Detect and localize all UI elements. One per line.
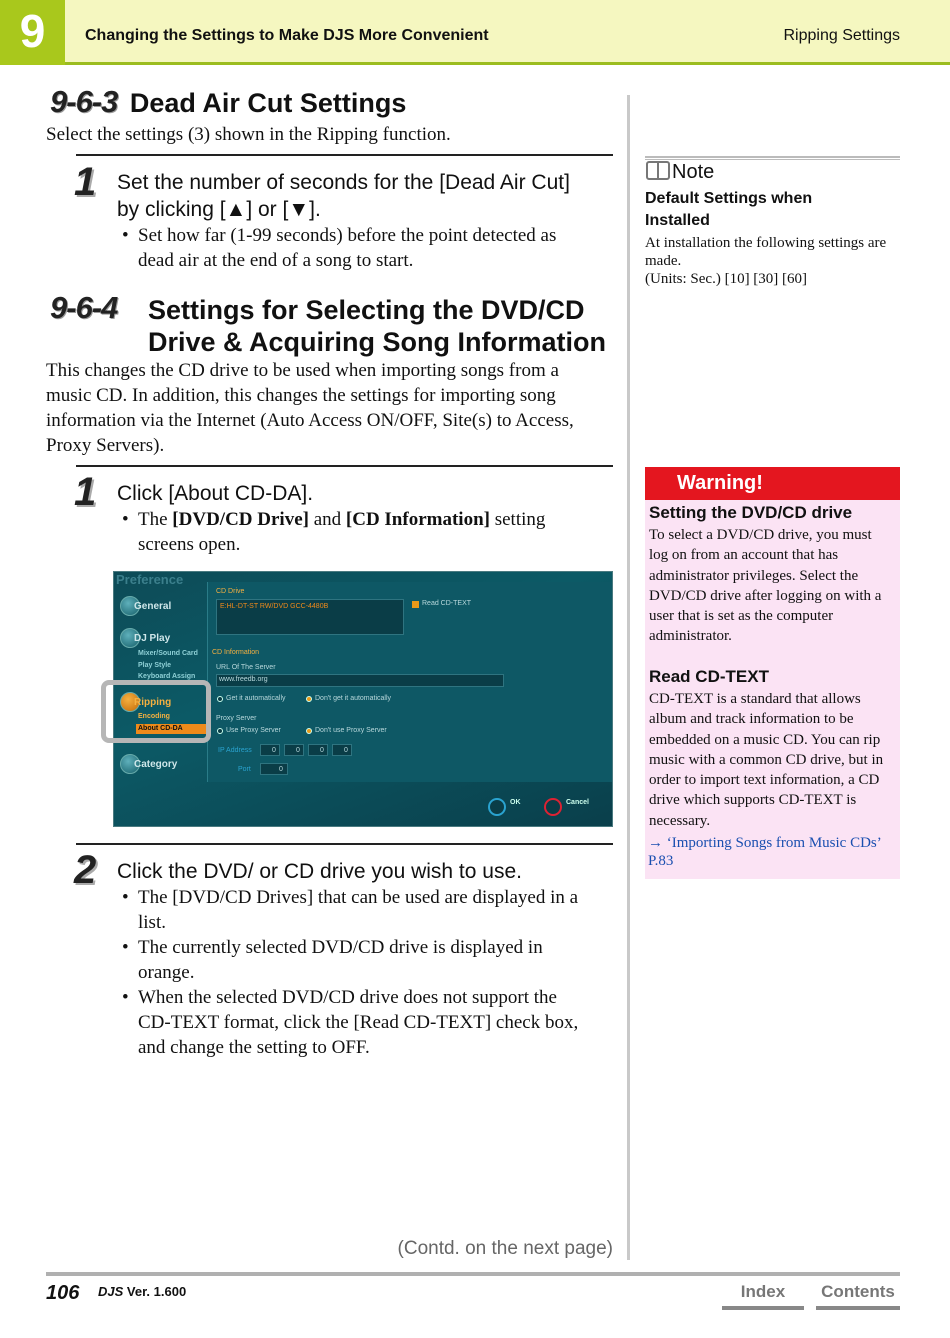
bullet-item (122, 507, 617, 557)
sidebar-sub-encoding[interactable]: Encoding (138, 713, 170, 720)
note-subtitle-line: Default Settings when (645, 190, 813, 207)
sidebar-sub-keyboard[interactable]: Keyboard Assign (138, 673, 196, 680)
section-number: 9-6-3 (50, 84, 118, 119)
section-heading-963 (50, 84, 406, 120)
text-run: and (308, 509, 346, 530)
note-rule (645, 156, 900, 160)
sidebar-item-dj-play[interactable]: DJ Play (134, 633, 171, 644)
ip-field-4[interactable] (332, 744, 352, 756)
section-intro: Select the settings (3) shown in the Ripping function. (46, 124, 451, 145)
port-label: Port (238, 766, 251, 773)
preference-title: Preference (116, 572, 184, 587)
bullet-line: • When the selected DVD/CD drive does not support the (138, 987, 557, 1008)
warning-line: embedded on a music CD. You can rip (649, 731, 881, 748)
step-title: Click the DVD/ or CD drive you wish to use. (117, 860, 522, 883)
intro-line: Proxy Servers). (46, 435, 165, 456)
product-name: DJS (98, 1284, 124, 1299)
link-line[interactable]: P.83 (648, 853, 674, 869)
note-subtitle (645, 188, 900, 232)
bullet-line: dead air at the end of a song to start. (138, 250, 414, 271)
note-heading (646, 161, 714, 184)
warning-line: album and track information to be (649, 711, 854, 728)
sidebar-sub-play-style[interactable]: Play Style (138, 662, 172, 669)
ip-field-2[interactable] (284, 744, 304, 756)
contents-link[interactable]: Contents (821, 1282, 895, 1301)
warning-subtitle: Read CD-TEXT (649, 667, 769, 686)
warning-line: CD-TEXT is a standard that allows (649, 691, 861, 707)
warning-line: drive which supports CD-TEXT is (649, 792, 857, 809)
step-number: 1 (74, 160, 97, 204)
sidebar-sub-mixer[interactable]: Mixer/Sound Card (138, 650, 198, 657)
note-text-line: (Units: Sec.) [10] [30] [60] (645, 271, 808, 287)
url-value: www.freedb.org (219, 676, 268, 683)
sidebar-item-general[interactable]: General (134, 601, 172, 612)
bullet-line: and change the setting to OFF. (138, 1037, 370, 1058)
callout-highlight (101, 680, 211, 743)
intro-line: music CD. In addition, this changes the settings for importing song (46, 385, 556, 406)
bullet-line: • The currently selected DVD/CD drive is displayed in (138, 937, 543, 958)
warning-line: log on from an account that has (649, 547, 839, 564)
ok-check-icon[interactable] (488, 798, 506, 816)
port-value: 0 (279, 766, 283, 773)
version-label (98, 1284, 186, 1299)
note-label: Note (672, 161, 715, 183)
get-auto-label: Get it automatically (226, 695, 286, 702)
page-header (0, 0, 950, 65)
warning-line: necessary. (649, 812, 711, 829)
ui-term: [DVD/CD Drive] (172, 509, 309, 530)
bullet-item (122, 223, 617, 273)
ip-value: 0 (344, 747, 348, 754)
cd-drive-label: CD Drive (216, 588, 245, 595)
cancel-button[interactable]: Cancel (566, 799, 589, 806)
section-heading-964 (50, 290, 620, 357)
ip-value: 0 (296, 747, 300, 754)
ui-term: [CD Information] (345, 509, 490, 530)
bullet-line: CD-TEXT format, click the [Read CD-TEXT] check box, (138, 1012, 579, 1033)
note-subtitle-line: Installed (645, 212, 710, 229)
section-title (148, 294, 606, 358)
bullet-item (122, 985, 617, 1060)
step-title (117, 169, 570, 223)
note-text-line: At installation the following settings are (645, 235, 887, 251)
warning-subtitle: Setting the DVD/CD drive (649, 503, 853, 522)
footer-rule (46, 1272, 900, 1276)
link-line[interactable]: → ‘Importing Songs from Music CDs’ (648, 835, 882, 851)
index-link[interactable]: Index (740, 1282, 786, 1301)
divider (76, 843, 613, 845)
url-input[interactable] (216, 674, 504, 687)
drive-list[interactable] (216, 599, 404, 635)
warning-line: music with a common CD drive, but in (649, 751, 884, 768)
chapter-title: Changing the Settings to Make DJS More Convenient (85, 27, 489, 44)
ok-button[interactable]: OK (510, 799, 521, 806)
divider (76, 154, 613, 156)
cancel-x-icon[interactable] (544, 798, 562, 816)
step-number: 1 (74, 470, 97, 514)
dont-get-auto-radio[interactable] (306, 696, 312, 702)
intro-line: This changes the CD drive to be used when importing songs from a (46, 360, 559, 381)
dont-use-proxy-label: Don't use Proxy Server (315, 727, 387, 734)
read-cd-text-checkbox[interactable] (412, 601, 419, 608)
section-title-line: Drive & Acquiring Song Information (148, 327, 607, 357)
column-divider (627, 95, 630, 1260)
get-auto-radio[interactable] (217, 696, 223, 702)
continued-note: (Contd. on the next page) (397, 1238, 613, 1259)
intro-line: information via the Internet (Auto Access ON/OFF, Site(s) to Access, (46, 410, 574, 431)
sidebar-sub-about-cd-da[interactable]: About CD-DA (136, 724, 206, 734)
step-number: 2 (74, 848, 97, 892)
bullet-line: screens open. (138, 534, 241, 555)
note-text (645, 234, 903, 288)
bullet-line (138, 507, 617, 532)
warning-text (649, 525, 899, 647)
warning-line: administrator privileges. Select the (649, 567, 859, 584)
index-link-bar (722, 1306, 804, 1310)
dont-use-proxy-radio[interactable] (306, 728, 312, 734)
cross-reference-link[interactable] (648, 834, 898, 870)
bullet-line: • The [DVD/CD Drives] that can be used are displayed in a (138, 887, 579, 908)
warning-line: To select a DVD/CD drive, you must (649, 527, 872, 543)
warning-line: order to import text information, a CD (649, 772, 880, 789)
bullet-line: • Set how far (1-99 seconds) before the point detected as (138, 225, 557, 246)
bullet-item (122, 935, 617, 985)
cd-information-label: CD Information (212, 649, 260, 656)
divider (76, 465, 613, 467)
step-bullets (122, 885, 617, 1060)
page-number: 106 (46, 1282, 80, 1304)
settings-panel (207, 582, 612, 782)
bullet-line: list. (138, 912, 166, 933)
contents-link-bar (816, 1306, 900, 1310)
warning-heading: Warning! (645, 467, 900, 500)
ip-value: 0 (272, 747, 276, 754)
note-text-line: made. (645, 253, 682, 269)
step-title-line: by clicking [▲] or [▼]. (117, 198, 321, 221)
use-proxy-label: Use Proxy Server (226, 727, 281, 734)
ip-address-label: IP Address (218, 747, 252, 754)
read-cd-text-label: Read CD-TEXT (422, 600, 472, 607)
url-label: URL Of The Server (216, 664, 276, 671)
dont-get-auto-label: Don't get it automatically (315, 695, 392, 702)
ip-field-3[interactable] (308, 744, 328, 756)
warning-line: DVD/CD drive after logging on with a (649, 587, 882, 604)
step-bullets (122, 223, 617, 273)
text-run: setting (489, 509, 546, 530)
step-bullets (122, 507, 617, 557)
section-title: Dead Air Cut Settings (129, 88, 407, 118)
section-number: 9-6-4 (50, 290, 118, 325)
section-intro (46, 358, 616, 458)
port-field[interactable] (260, 763, 288, 775)
version-number: Ver. 1.600 (123, 1284, 187, 1299)
ip-field-1[interactable] (260, 744, 280, 756)
step-title: Click [About CD-DA]. (117, 482, 314, 505)
use-proxy-radio[interactable] (217, 728, 223, 734)
book-icon (646, 161, 670, 180)
warning-text (649, 689, 899, 831)
sidebar-item-ripping[interactable]: Ripping (134, 697, 172, 708)
proxy-server-label: Proxy Server (216, 715, 257, 722)
step-title-line: Set the number of seconds for the [Dead Air Cut] (117, 171, 570, 194)
sidebar-item-category[interactable]: Category (134, 759, 178, 770)
chapter-number: 9 (0, 0, 65, 65)
drive-entry[interactable]: E:HL-DT-ST RW/DVD GCC-4480B (220, 603, 329, 610)
section-title-line: Settings for Selecting the DVD/CD (148, 295, 585, 325)
text-run: The (138, 509, 173, 530)
ip-value: 0 (320, 747, 324, 754)
warning-line: administrator. (649, 628, 732, 645)
warning-line: user that is set as the computer (649, 608, 834, 625)
section-label: Ripping Settings (783, 27, 900, 44)
bullet-line: orange. (138, 962, 195, 983)
bullet-item (122, 885, 617, 935)
